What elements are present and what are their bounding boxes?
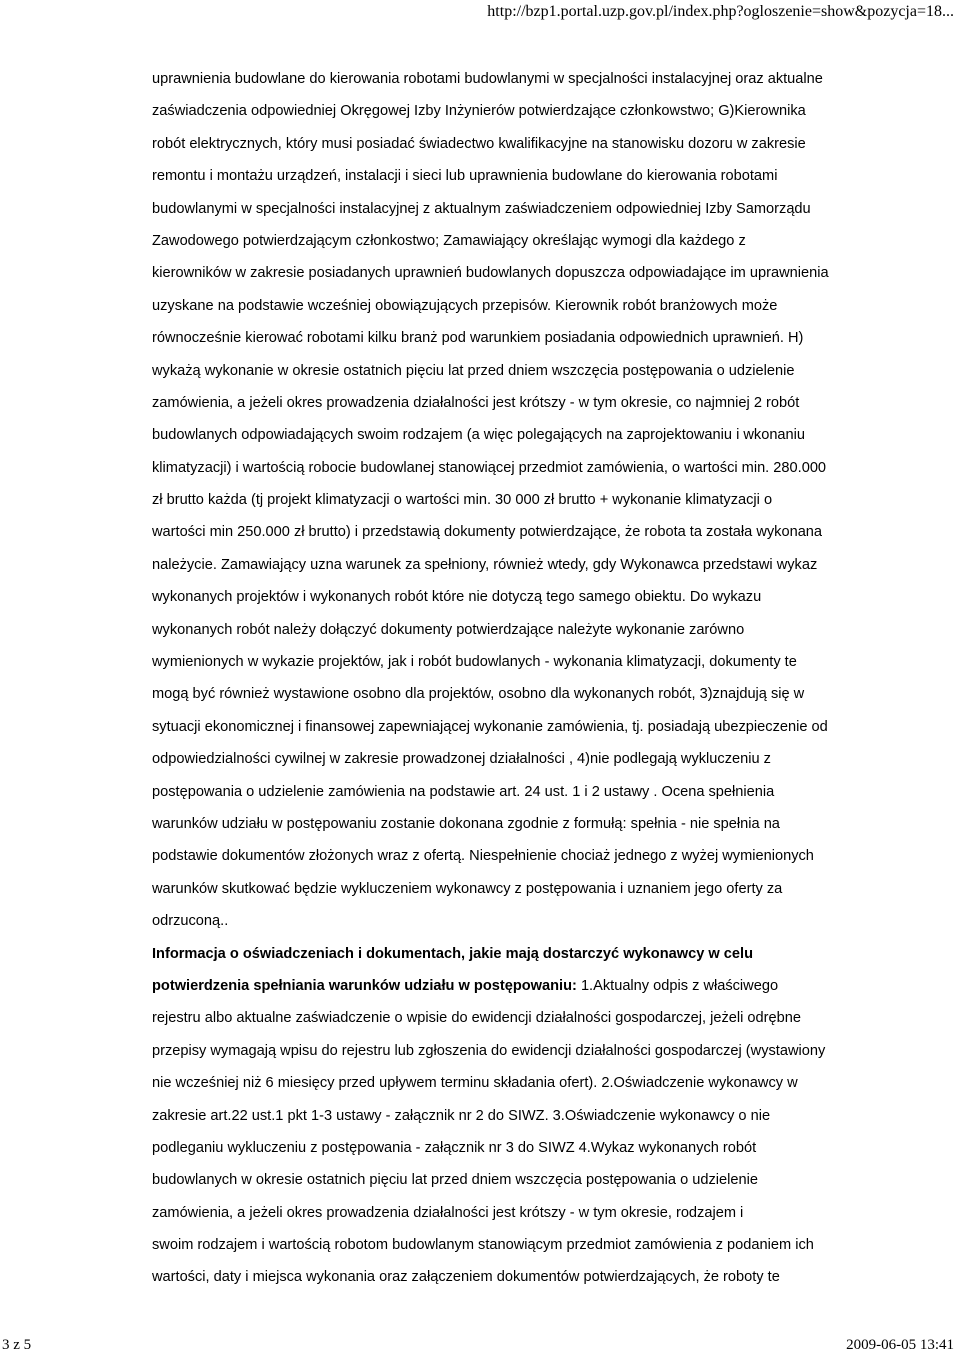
- text-line: wykonanych projektów i wykonanych robót które nie dotyczą tego samego obiektu. Do wykazu: [152, 589, 762, 606]
- text-line: odpowiedzialności cywilnej w zakresie prowadzonej działalności , 4)nie podlegają wykluczeniu z: [152, 751, 771, 768]
- normal-text: 1.Aktualny odpis z właściwego: [576, 977, 779, 994]
- text-line: wykonanych robót należy dołączyć dokumenty potwierdzające należyte wykonanie zarówno: [152, 621, 745, 638]
- text-line: warunków skutkować będzie wykluczeniem wykonawcy z postępowania i uznaniem jego oferty za: [152, 880, 783, 897]
- text-line: zamówienia, a jeżeli okres prowadzenia działalności jest krótszy - w tym okresie, co najmniej 2 robót: [152, 394, 800, 411]
- text-line: remontu i montażu urządzeń, instalacji i sieci lub uprawnienia budowlane do kierowania robotami: [152, 168, 778, 185]
- text-line: odrzuconą..: [152, 913, 229, 930]
- text-line: Zawodowego potwierdzającym członkostwo; Zamawiający określając wymogi dla każdego z: [152, 232, 746, 249]
- text-line: [152, 938, 942, 970]
- text-line: uprawnienia budowlane do kierowania robotami budowlanymi w specjalności instalacyjnej oraz aktualne: [152, 71, 823, 87]
- text-line: równocześnie kierować robotami kilku branż pod warunkiem posiadania odpowiednich uprawnień. H): [152, 330, 804, 347]
- page-number: 3 z 5: [2, 1337, 32, 1353]
- text-line: kierowników w zakresie posiadanych uprawnień budowlanych dopuszcza odpowiadające im uprawnienia: [152, 265, 829, 282]
- print-datetime: 2009-06-05 13:41: [846, 1337, 954, 1353]
- text-line: budowlanych w okresie ostatnich pięciu lat przed dniem wszczęcia postępowania o udzielenie: [152, 1172, 758, 1189]
- text-line: wartości, daty i miejsca wykonania oraz załączeniem dokumentów potwierdzających, że roboty te: [152, 1269, 780, 1286]
- text-line: [152, 970, 942, 1002]
- text-line: swoim rodzajem i wartością robotom budowlanym stanowiącym przedmiot zamówienia z podaniem ich: [152, 1237, 814, 1254]
- text-line: wymienionych w wykazie projektów, jak i robót budowlanych - wykonania klimatyzacji, dokumenty te: [152, 654, 797, 671]
- text-line: postępowania o udzielenie zamówienia na podstawie art. 24 ust. 1 i 2 ustawy . Ocena spełnienia: [152, 783, 775, 800]
- text-line: zł brutto każda (tj projekt klimatyzacji o wartości min. 30 000 zł brutto + wykonanie klimatyzacji o: [152, 492, 773, 509]
- text-line: uzyskane na podstawie wcześniej obowiązujących przepisów. Kierownik robót branżowych może: [152, 297, 778, 314]
- text-line: podstawie dokumentów złożonych wraz z ofertą. Niespełnienie chociaż jednego z wyżej wymienionych: [152, 848, 814, 865]
- text-line: warunków udziału w postępowaniu zostanie dokonana zgodnie z formułą: spełnia - nie spełnia na: [152, 815, 780, 832]
- bold-text: potwierdzenia spełniania warunków udziału w postępowaniu:: [152, 977, 577, 994]
- page-url: http://bzp1.portal.uzp.gov.pl/index.php?ogloszenie=show&pozycja=18...: [487, 3, 954, 20]
- text-line: podleganiu wykluczeniu z postępowania - załącznik nr 3 do SIWZ 4.Wykaz wykonanych robót: [152, 1139, 757, 1156]
- text-line: sytuacji ekonomicznej i finansowej zapewniającej wykonanie zamówienia, tj. posiadają ubezpieczenie od: [152, 718, 828, 735]
- text-line: robót elektrycznych, który musi posiadać świadectwo kwalifikacyjne na stanowisku dozoru w zakresie: [152, 135, 806, 152]
- text-line: zakresie art.22 ust.1 pkt 1-3 ustawy - załącznik nr 2 do SIWZ. 3.Oświadczenie wykonawcy o nie: [152, 1107, 771, 1124]
- text-line: zamówienia, a jeżeli okres prowadzenia działalności jest krótszy - w tym okresie, rodzajem i: [152, 1204, 744, 1221]
- text-line: zaświadczenia odpowiedniej Okręgowej Izby Inżynierów potwierdzające członkowstwo; G)Kierownika: [152, 103, 806, 120]
- text-line: wykażą wykonanie w okresie ostatnich pięciu lat przed dniem wszczęcia postępowania o udzielenie: [152, 362, 795, 379]
- text-line: nie wcześniej niż 6 miesięcy przed upływem terminu składania ofert). 2.Oświadczenie wykonawcy w: [152, 1075, 798, 1092]
- text-line: rejestru albo aktualne zaświadczenie o wpisie do ewidencji działalności gospodarczej, jeżeli odrębne: [152, 1010, 801, 1027]
- text-line: budowlanych odpowiadających swoim rodzajem (a więc polegających na zaprojektowaniu i wkonaniu: [152, 427, 806, 444]
- document-body: [152, 63, 942, 1294]
- bold-text: Informacja o oświadczeniach i dokumentach, jakie mają dostarczyć wykonawcy w celu: [152, 945, 753, 962]
- text-line: budowlanymi w specjalności instalacyjnej z aktualnym zaświadczeniem odpowiedniej Izby Samorządu: [152, 200, 811, 217]
- text-line: mogą być również wystawione osobno dla projektów, osobno dla wykonanych robót, 3)znajdują się w: [152, 686, 805, 703]
- text-line: klimatyzacji) i wartością robocie budowlanej stanowiącej przedmiot zamówienia, o wartości min. 280.000: [152, 459, 827, 476]
- text-line: należycie. Zamawiający uzna warunek za spełniony, również wtedy, gdy Wykonawca przedstawi wykaz: [152, 556, 818, 573]
- text-line: wartości min 250.000 zł brutto) i przedstawią dokumenty potwierdzające, że robota ta została wykonana: [152, 524, 823, 541]
- text-line: przepisy wymagają wpisu do rejestru lub zgłoszenia do ewidencji działalności gospodarczej (wystawiony: [152, 1042, 826, 1059]
